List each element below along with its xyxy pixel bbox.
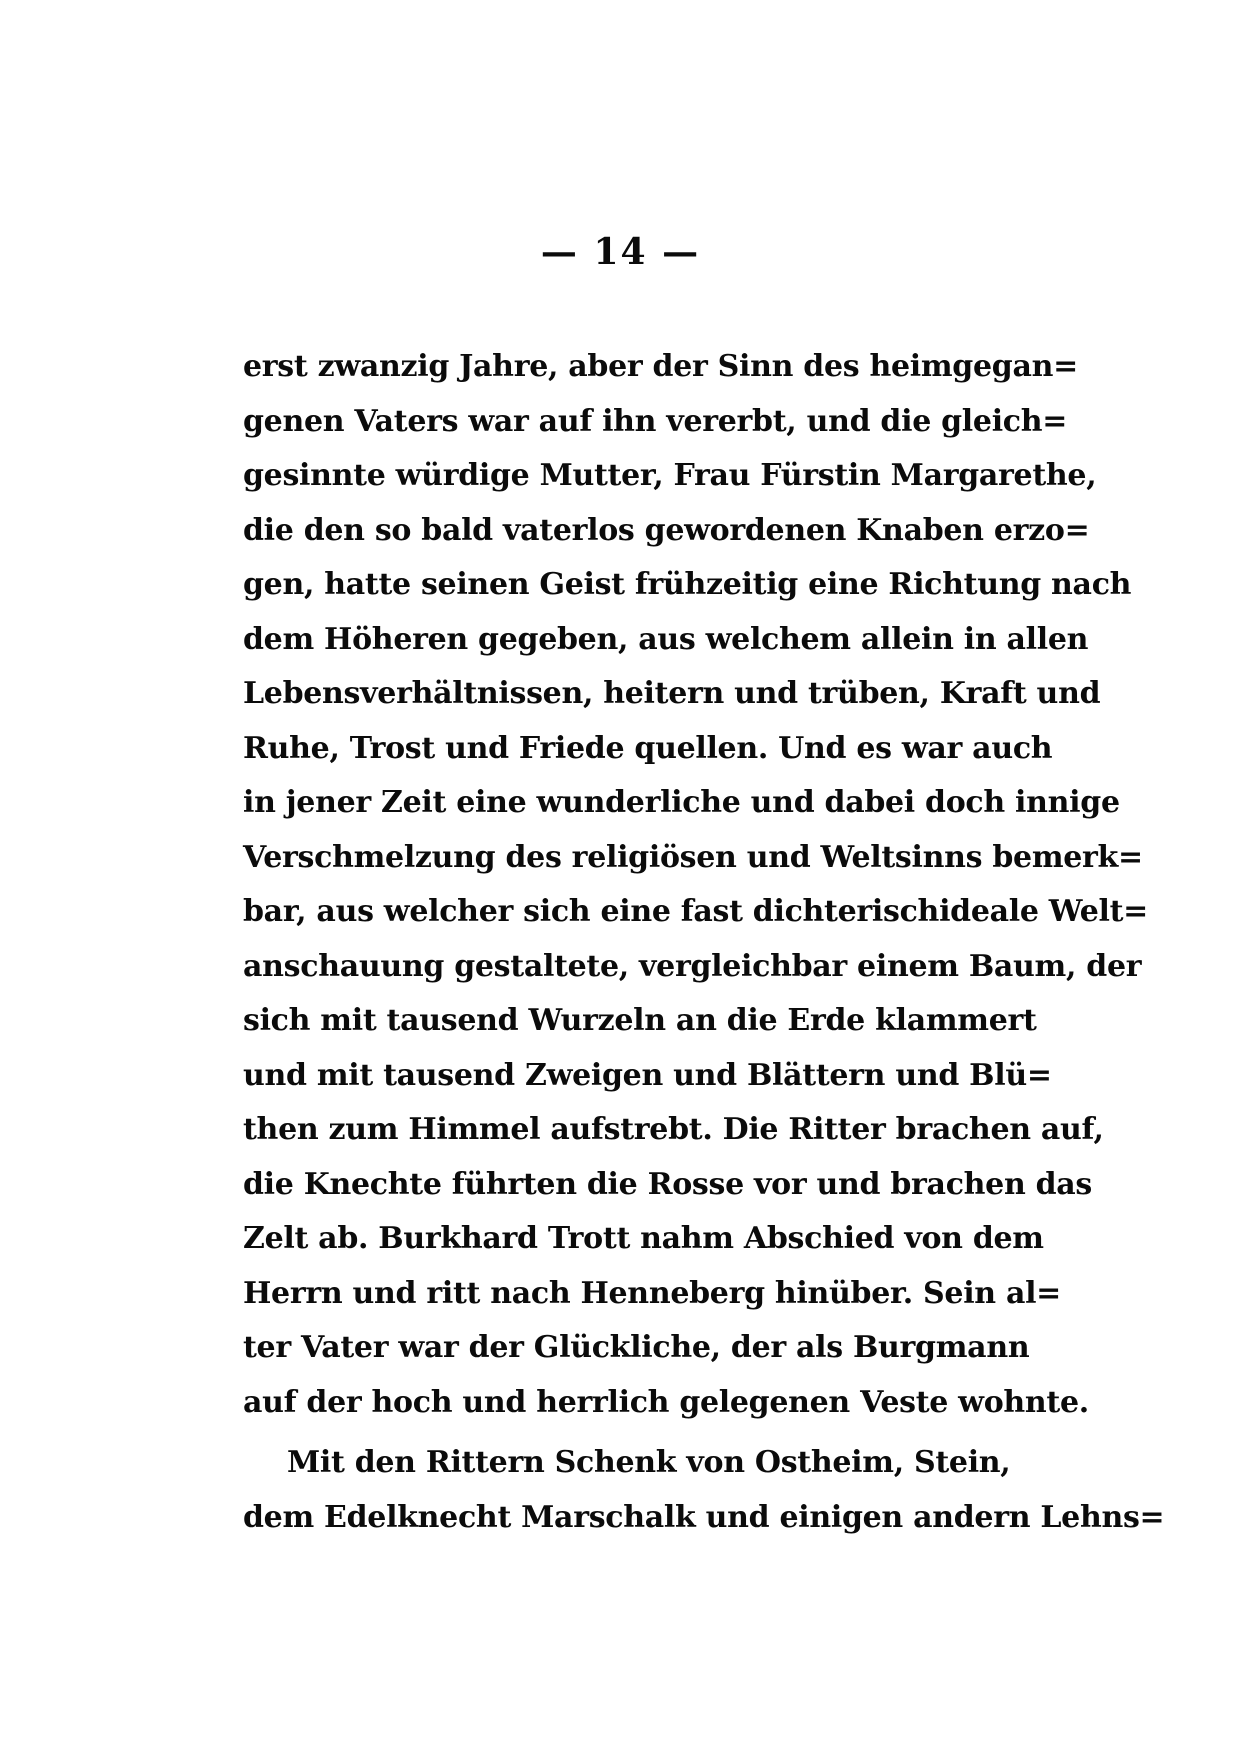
paragraph [243, 1436, 1165, 1545]
text-line: gen, hatte seinen Geist frühzeitig eine Richtung nach [243, 567, 1132, 602]
text-line: sich mit tausend Wurzeln an die Erde klammert [243, 1003, 1037, 1038]
text-line: Mit den Rittern Schenk von Ostheim, Stein, [287, 1445, 1011, 1480]
text-line: erst zwanzig Jahre, aber der Sinn des heimgegan= [243, 349, 1078, 384]
text-line: dem Edelknecht Marschalk und einigen andern Lehns= [243, 1499, 1165, 1535]
text-line: in jener Zeit eine wunderliche und dabei doch innige [243, 785, 1120, 820]
text-line: Verschmelzung des religiösen und Weltsinns bemerk= [243, 839, 1143, 875]
page-number: — 14 — [540, 231, 701, 273]
text-line: die Knechte führten die Rosse vor und brachen das [243, 1166, 1093, 1202]
text-line: ter Vater war der Glückliche, der als Burgmann [243, 1330, 1030, 1365]
text-line: und mit tausend Zweigen und Blättern und Blü= [243, 1057, 1052, 1093]
text-line: anschauung gestaltete, vergleichbar einem Baum, der [243, 948, 1142, 984]
text-line: Lebensverhältnissen, heitern und trüben, Kraft und [243, 676, 1101, 711]
text-line: Herrn und ritt nach Henneberg hinüber. Sein al= [243, 1275, 1062, 1311]
text-line: gesinnte würdige Mutter, Frau Fürstin Margarethe, [243, 458, 1097, 493]
text-line: auf der hoch und herrlich gelegenen Veste wohnte. [243, 1384, 1089, 1420]
body-text [243, 340, 1165, 1545]
text-line: Zelt ab. Burkhard Trott nahm Abschied von dem [243, 1221, 1044, 1256]
text-line: then zum Himmel aufstrebt. Die Ritter brachen auf, [243, 1112, 1104, 1147]
paragraph [243, 340, 1149, 1430]
text-line: bar, aus welcher sich eine fast dichterischideale Welt= [243, 894, 1149, 929]
text-line: die den so bald vaterlos gewordenen Knaben erzo= [243, 512, 1090, 548]
text-line: Ruhe, Trost und Friede quellen. Und es war auch [243, 730, 1053, 766]
text-line: dem Höheren gegeben, aus welchem allein in allen [243, 621, 1089, 657]
text-line: genen Vaters war auf ihn vererbt, und die gleich= [243, 403, 1068, 439]
